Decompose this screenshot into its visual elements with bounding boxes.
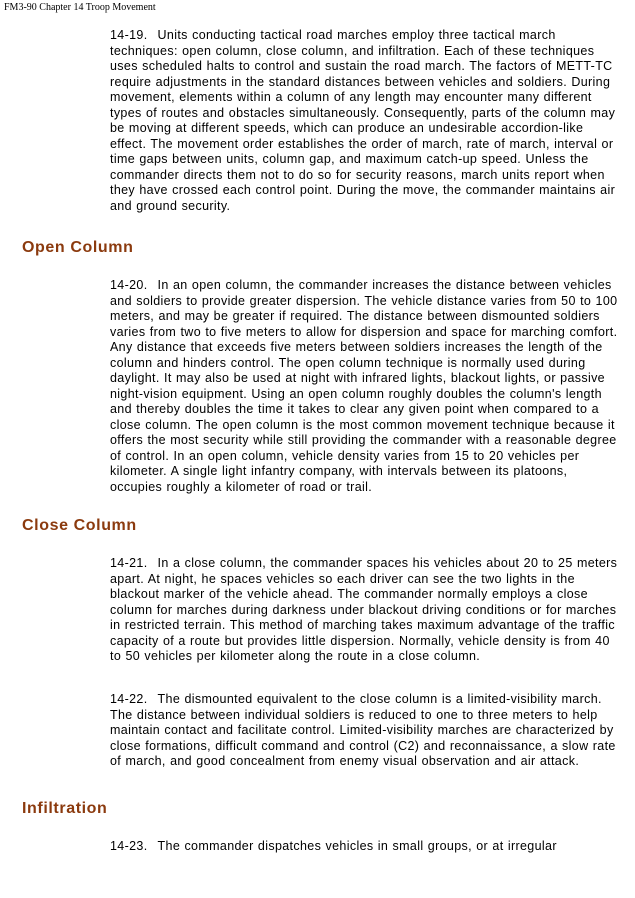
running-header: FM3-90 Chapter 14 Troop Movement xyxy=(4,2,156,13)
paragraph-text: In an open column, the commander increases the distance between vehicles and soldiers to provide greater dispersion. The vehicle distance varies from 50 to 100 meters, and may be greater if required. The distance between dismounted soldiers varies from two to five meters to allow for dispersion and space for marching comfort. Any distance that exceeds five meters between soldiers increases the length of the column and hinders control. The open column technique is normally used during daylight. It may also be used at night with infrared lights, blackout lights, or passive night-vision equipment. Using an open column roughly doubles the column's length and thereby doubles the time it takes to clear any given point when compared to a close column. The open column is the most common movement technique because it offers the most security while still providing the commander with a reasonable degree of control. In an open column, vehicle density varies from 15 to 20 vehicles per kilometer. A single light infantry company, with intervals between its platoons, occupies roughly a kilometer of road or trail. xyxy=(110,278,618,494)
paragraph-text: Units conducting tactical road marches employ three tactical march techniques: open column, close column, and infiltration. Each of these techniques uses scheduled halts to control and sustain the road march. The factors of METT-TC require adjustments in the standard distances between vehicles and soldiers. During movement, elements within a column of any length may encounter many different types of routes and obstacles simultaneously. Consequently, parts of the column may be moving at different speeds, which can produce an undesirable accordion-like effect. The movement order establishes the order of march, rate of march, interval or time gaps between units, column gap, and maximum catch-up speed. Unless the commander directs them not to do so for security reasons, march units report when they have crossed each control point. During the move, the commander maintains air and ground security. xyxy=(110,28,616,213)
section-heading-infiltration: Infiltration xyxy=(22,800,108,817)
paragraph-14-22 xyxy=(110,692,618,770)
section-heading-close-column: Close Column xyxy=(22,517,137,534)
section-heading-open-column: Open Column xyxy=(22,239,134,256)
paragraph-text: The dismounted equivalent to the close column is a limited-visibility march. The distance between individual soldiers is reduced to one to three meters to help maintain contact and facilitate control. Limited-visibility marches are characterized by close formations, difficult command and control (C2) and reconnaissance, a slow rate of march, and good concealment from enemy visual observation and air attack. xyxy=(110,692,616,768)
paragraph-text: The commander dispatches vehicles in small groups, or at irregular xyxy=(157,839,557,853)
paragraph-14-19 xyxy=(110,28,618,214)
paragraph-14-21 xyxy=(110,556,618,665)
paragraph-14-23 xyxy=(110,839,618,855)
paragraph-text: In a close column, the commander spaces his vehicles about 20 to 25 meters apart. At night, he spaces vehicles so each driver can see the two lights in the blackout marker of the vehicle ahead. The commander normally employs a close column for marches during darkness under blackout driving conditions or for marches in restricted terrain. This method of marching takes maximum advantage of the traffic capacity of a route but provides little dispersion. Normally, vehicle density is from 40 to 50 vehicles per kilometer along the route in a close column. xyxy=(110,556,618,663)
paragraph-number: 14-19. xyxy=(110,28,148,42)
paragraph-number: 14-21. xyxy=(110,556,148,570)
paragraph-14-20 xyxy=(110,278,618,495)
paragraph-number: 14-20. xyxy=(110,278,148,292)
paragraph-number: 14-22. xyxy=(110,692,148,706)
paragraph-number: 14-23. xyxy=(110,839,148,853)
